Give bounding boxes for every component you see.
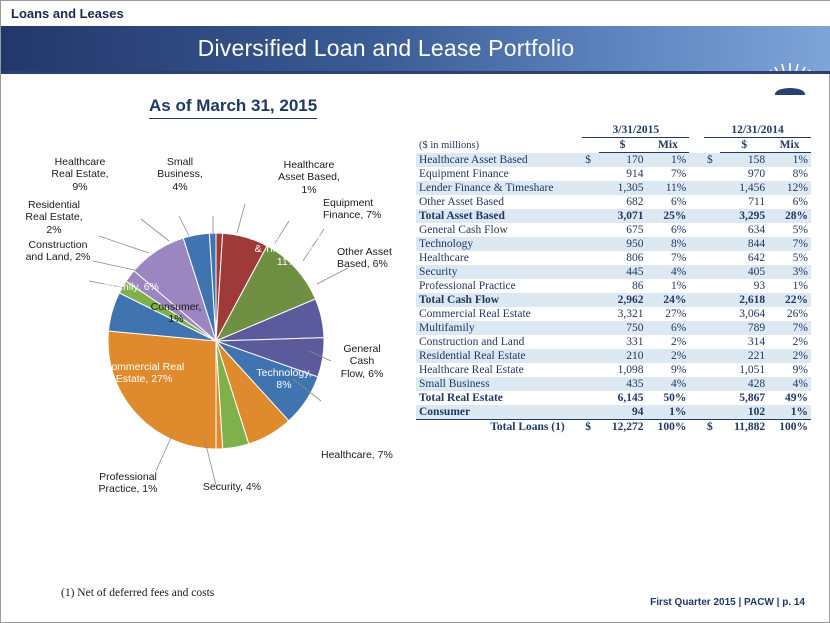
spacer [568,279,583,293]
value-prior: 5,867 [739,392,766,404]
value-prior: 634 [747,224,766,236]
currency-symbol [704,405,720,420]
currency-symbol [582,223,598,237]
spacer [568,237,583,251]
slide-titlebar [1,26,830,71]
value-current: 806 [626,252,644,264]
currency-symbol [704,349,720,363]
pie-label-healthcare-asset-based: Healthcare Asset Based, 1% [278,159,340,196]
spacer [689,391,704,405]
value-current: 950 [599,237,647,251]
spacer [568,181,583,195]
mix-current: 1% [647,153,690,168]
table-row [416,251,811,265]
row-label: Healthcare Real Estate [419,364,524,376]
mix-prior: 12% [768,181,811,195]
value-current: 1,098 [617,364,644,376]
value-prior: 11,882 [720,420,768,435]
value-prior: 405 [720,265,768,279]
value-current: 3,071 [599,209,647,223]
spacer [568,363,583,377]
pie-label-healthcare: Healthcare, 7% [321,449,393,461]
currency-symbol: $ [704,420,720,435]
currency-symbol [704,265,720,279]
table-row [416,167,811,181]
mix-current: 2% [671,336,687,348]
currency-symbol [704,321,720,335]
row-label: Construction and Land [419,336,525,348]
table-row [416,209,811,223]
mix-current: 9% [671,364,687,376]
currency-symbol [582,307,598,321]
table-row [416,237,811,251]
date-header-current: 3/31/2015 [582,123,689,138]
value-current: 210 [599,349,647,363]
value-prior: 642 [747,252,766,264]
mix-current: 4% [647,377,690,391]
mix-current: 4% [647,265,690,279]
row-label: Equipment Finance [419,168,509,180]
spacer [689,335,704,349]
value-prior: 158 [720,153,768,168]
spacer [568,293,583,307]
pie-label-commercial-real-estate: Commercial Real Estate, 27% [103,361,185,386]
spacer [689,321,704,335]
value-prior: 2,618 [720,293,768,307]
mix-prior: 6% [792,196,808,208]
value-current: 435 [599,377,647,391]
currency-symbol [582,279,598,293]
mix-prior: 2% [768,349,811,363]
currency-symbol [582,195,598,209]
spacer [689,237,704,251]
row-label: Total Loans (1) [416,420,568,435]
row-label: Total Asset Based [416,209,568,223]
table-date-header-row [416,123,811,138]
mix-current: 8% [647,237,690,251]
value-prior: 970 [747,168,766,180]
table-row [416,335,811,349]
value-prior: 789 [720,321,768,335]
spacer [568,405,583,420]
mix-prior: 1% [792,280,808,292]
mix-prior: 1% [768,405,811,420]
spacer [689,265,704,279]
value-current: 331 [626,336,644,348]
row-label: Residential Real Estate [416,349,568,363]
mix-prior: 28% [768,209,811,223]
colhead-dollars-prior: $ [720,138,768,153]
currency-symbol [582,265,598,279]
currency-symbol [582,335,598,349]
currency-symbol [582,391,598,405]
mix-current: 7% [671,252,687,264]
sunburst-logo-icon [763,53,817,95]
value-prior: 314 [747,336,766,348]
spacer [689,293,704,307]
row-label: Total Real Estate [419,392,503,404]
pie-label-other-asset-based: Other Asset Based, 6% [337,246,392,271]
mix-current: 6% [671,196,687,208]
row-label: Total Cash Flow [416,293,568,307]
value-prior: 3,295 [720,209,768,223]
table-row [416,391,811,405]
value-current: 750 [599,321,647,335]
table-row [416,405,811,420]
spacer [568,223,583,237]
value-current: 3,321 [617,308,644,320]
currency-symbol [704,307,720,321]
value-prior: 3,064 [739,308,766,320]
value-current: 675 [626,224,644,236]
pie-label-multifamily: Multifamily, 6% [89,281,159,293]
mix-current: 7% [671,168,687,180]
currency-symbol [704,209,720,223]
value-current: 2,962 [599,293,647,307]
row-label: Professional Practice [419,280,516,292]
value-current: 12,272 [599,420,647,435]
value-prior: 428 [720,377,768,391]
spacer [568,307,583,321]
pie-label-consumer: Consumer, 1% [150,301,202,326]
pie-chart [25,141,431,531]
mix-prior: 5% [792,252,808,264]
table-row [416,349,811,363]
mix-prior: 22% [768,293,811,307]
table-row [416,223,811,237]
as-of-heading: As of March 31, 2015 [149,96,317,119]
currency-symbol [704,363,720,377]
spacer [568,391,583,405]
table-row [416,321,811,335]
mix-current: 25% [647,209,690,223]
value-prior: 711 [748,196,766,208]
table-head [416,123,811,153]
row-label: Consumer [416,405,568,420]
table-row [416,153,811,168]
pie-label-residential-real-estate: Residential Real Estate, 2% [25,199,83,236]
value-current: 1,305 [599,181,647,195]
units-note: ($ in millions) [419,139,480,151]
date-header-prior: 12/31/2014 [704,123,811,138]
pie-label-healthcare-real-estate: Healthcare Real Estate, 9% [51,156,109,193]
currency-symbol [582,363,598,377]
value-prior: 102 [720,405,768,420]
pie-label-professional-practice: Professional Practice, 1% [98,471,158,496]
spacer [689,307,704,321]
table-row [416,195,811,209]
spacer [689,223,704,237]
spacer [568,377,583,391]
value-prior: 221 [720,349,768,363]
mix-current: 24% [647,293,690,307]
currency-symbol [582,237,598,251]
spacer [568,335,583,349]
pie-label-construction-and-land: Construction and Land, 2% [25,239,91,264]
currency-symbol [704,391,720,405]
mix-prior: 26% [786,308,808,320]
mix-prior: 100% [768,420,811,435]
spacer [568,167,583,181]
mix-prior: 8% [792,168,808,180]
mix-prior: 49% [785,392,808,404]
currency-symbol [704,195,720,209]
mix-prior: 5% [792,224,808,236]
mix-prior: 2% [792,336,808,348]
page-footer: First Quarter 2015 | PACW | p. 14 [650,597,805,608]
spacer [568,195,583,209]
row-label: General Cash Flow [419,224,508,236]
row-label: Technology [416,237,568,251]
mix-current: 1% [671,280,687,292]
table-row [416,293,811,307]
table-row [416,420,811,435]
spacer [689,195,704,209]
row-label: Healthcare Asset Based [416,153,568,168]
table-column-header-row [416,138,811,153]
currency-symbol [582,293,598,307]
footnote: (1) Net of deferred fees and costs [61,587,215,599]
table-row [416,377,811,391]
table-row [416,363,811,377]
value-prior: 844 [720,237,768,251]
value-prior: 1,051 [739,364,766,376]
row-label: Multifamily [416,321,568,335]
mix-prior: 4% [768,377,811,391]
spacer [689,420,704,435]
value-current: 682 [626,196,644,208]
spacer [568,251,583,265]
mix-prior: 1% [768,153,811,168]
value-current: 170 [599,153,647,168]
pie-label-security: Security, 4% [202,481,262,493]
table-body [416,153,811,435]
currency-symbol [704,279,720,293]
spacer [568,349,583,363]
colhead-mix-prior: Mix [768,138,811,153]
currency-symbol [582,377,598,391]
table-row [416,181,811,195]
row-label: Commercial Real Estate [419,308,531,320]
currency-symbol [704,335,720,349]
spacer [689,251,704,265]
spacer [689,209,704,223]
spacer [568,153,583,168]
currency-symbol [704,167,720,181]
spacer [689,349,704,363]
row-label: Other Asset Based [419,196,504,208]
row-label: Small Business [416,377,568,391]
spacer [689,153,704,168]
mix-current: 100% [647,420,690,435]
spacer [568,420,583,435]
table-row [416,307,811,321]
currency-symbol: $ [704,153,720,168]
spacer [689,167,704,181]
pie-label-technology: Technology, 8% [256,367,312,392]
mix-current: 27% [665,308,687,320]
mix-prior: 3% [768,265,811,279]
title-underline [1,71,830,74]
spacer [568,209,583,223]
table-row [416,279,811,293]
currency-symbol [704,237,720,251]
spacer [689,405,704,420]
row-label: Security [416,265,568,279]
spacer [689,181,704,195]
currency-symbol [704,251,720,265]
table-row [416,265,811,279]
row-label: Lender Finance & Timeshare [416,181,568,195]
pie-label-lender-finance-timeshare: Lender Finance & Timeshare , 11% [250,231,324,268]
currency-symbol [582,349,598,363]
mix-current: 1% [647,405,690,420]
pie-label-general-cash-flow: General Cash Flow, 6% [340,343,384,380]
value-prior: 1,456 [720,181,768,195]
mix-prior: 9% [792,364,808,376]
currency-symbol [704,377,720,391]
value-current: 94 [599,405,647,420]
currency-symbol [704,181,720,195]
pie-label-equipment-finance: Equipment Finance, 7% [323,197,382,222]
mix-current: 6% [671,224,687,236]
currency-symbol [582,251,598,265]
spacer [689,363,704,377]
spacer [568,265,583,279]
currency-symbol: $ [582,153,598,168]
slide-eyebrow: Loans and Leases [1,1,830,27]
financial-table [416,123,811,434]
colhead-mix-current: Mix [647,138,690,153]
value-current: 6,145 [617,392,644,404]
value-current: 86 [632,280,644,292]
currency-symbol [582,167,598,181]
value-current: 445 [599,265,647,279]
currency-symbol [704,293,720,307]
mix-current: 50% [663,392,687,404]
currency-symbol [582,209,598,223]
page-title: Diversified Loan and Lease Portfolio [197,35,575,61]
mix-prior: 7% [768,237,811,251]
mix-prior: 7% [768,321,811,335]
mix-current: 2% [647,349,690,363]
value-current: 914 [626,168,644,180]
row-label: Healthcare [419,252,469,264]
colhead-dollars-current: $ [599,138,647,153]
loan-portfolio-table [416,123,816,434]
pie-slice [108,331,216,449]
currency-symbol: $ [582,420,598,435]
pie-label-small-business: Small Business, 4% [157,156,203,193]
spacer [568,321,583,335]
spacer [689,377,704,391]
currency-symbol [582,321,598,335]
currency-symbol [704,223,720,237]
value-prior: 93 [753,280,766,292]
mix-current: 6% [647,321,690,335]
currency-symbol [582,181,598,195]
spacer [689,279,704,293]
mix-current: 11% [647,181,690,195]
currency-symbol [582,405,598,420]
